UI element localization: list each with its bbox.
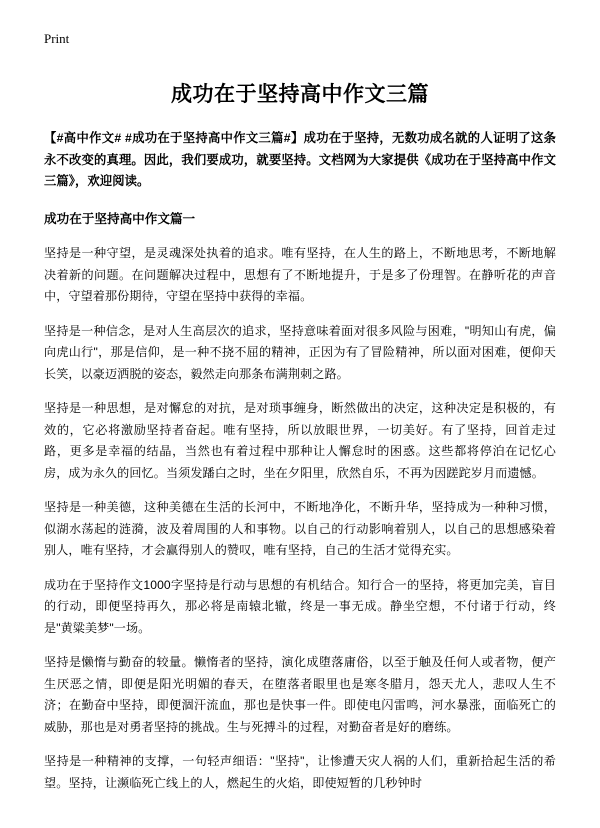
- document-content: [44, 81, 556, 794]
- lead-paragraph: 【#高中作文# #成功在于坚持高中作文三篇#】成功在于坚持，无数功成名就的人证明了这条永不改变的真理。因此，我们要成功，就要坚持。文档网为大家提供《成功在于坚持高中作文三篇》，欢迎阅读。: [44, 131, 556, 189]
- body-paragraph: 坚持是一种精神的支撑，一句轻声细语："坚持"，让惨遭天灾人祸的人们，重新拾起生活的希望。坚持，让濒临死亡线上的人，燃起生的火焰，即使短暂的几秒钟时: [44, 754, 556, 790]
- body-paragraph: 坚持是一种守望，是灵魂深处执着的追求。唯有坚持，在人生的路上，不断地思考，不断地解决着新的问题。在问题解决过程中，思想有了不断地提升，于是多了份理智。在静听花的声音中，守望着那份期待，守望在坚持中获得的幸福。: [44, 245, 556, 304]
- body-paragraph: 坚持是一种思想，是对懈怠的对抗，是对琐事缠身，断然做出的决定，这种决定是积极的，有效的，它必将激励坚持者奋起。唯有坚持，所以放眼世界，一切美好。有了坚持，回首走过路，更多是幸福的结晶，当然也有着过程中那种让人懈怠时的困惑。这些都将停泊在记忆心房，成为永久的回忆。当须发蹯白之时，坐在夕阳里，欣然自乐，不再为因蹉跎岁月而遗憾。: [44, 401, 556, 480]
- section-heading: 成功在于坚持高中作文篇一: [44, 211, 196, 226]
- body-paragraph: 坚持是一种美德，这种美德在生活的长河中，不断地净化，不断升华，坚持成为一种种习惯，似湖水荡起的涟漪，波及着周围的人和事物。以自己的行动影响着别人，以自己的思想感染着别人，唯有坚持，才会赢得别人的赞叹，唯有坚持，自己的生活才觉得充实。: [44, 500, 556, 558]
- body-paragraph: 成功在于坚持作文1000字坚持是行动与思想的有机结合。知行合一的坚持，将更加完美，盲目的行动，即便坚持再久，那必将是南辕北辙，终是一事无成。静坐空想，不付诸于行动，终是"黄粱美梦"一场。: [44, 577, 556, 635]
- print-button[interactable]: Print: [44, 31, 70, 46]
- page-title: 成功在于坚持高中作文三篇: [171, 83, 429, 106]
- body-paragraph: 坚持是一种信念，是对人生高层次的追求，坚持意味着面对很多风险与困难，"明知山有虎，偏向虎山行"，那是信仰，是一种不挠不屈的精神，正因为有了冒险精神，所以面对困难，便仰天长笑，以豪迈洒脱的姿态，毅然走向那条布满荆刺之路。: [44, 323, 556, 381]
- body-paragraph: 坚持是懒惰与勤奋的较量。懒惰者的坚持，演化成堕落庸俗，以至于触及任何人或者物，便产生厌恶之情，即便是阳光明媚的春天，在堕落者眼里也是寒冬腊月，怨天尤人，悲叹人生不济；在勤奋中坚持，即便涸汗流血，那也是快事一件。即使电闪雷鸣，河水暴涨，面临死亡的威胁，那也是对勇者坚持的挑战。生与死搏斗的过程，对勤奋者是好的磨练。: [44, 655, 556, 734]
